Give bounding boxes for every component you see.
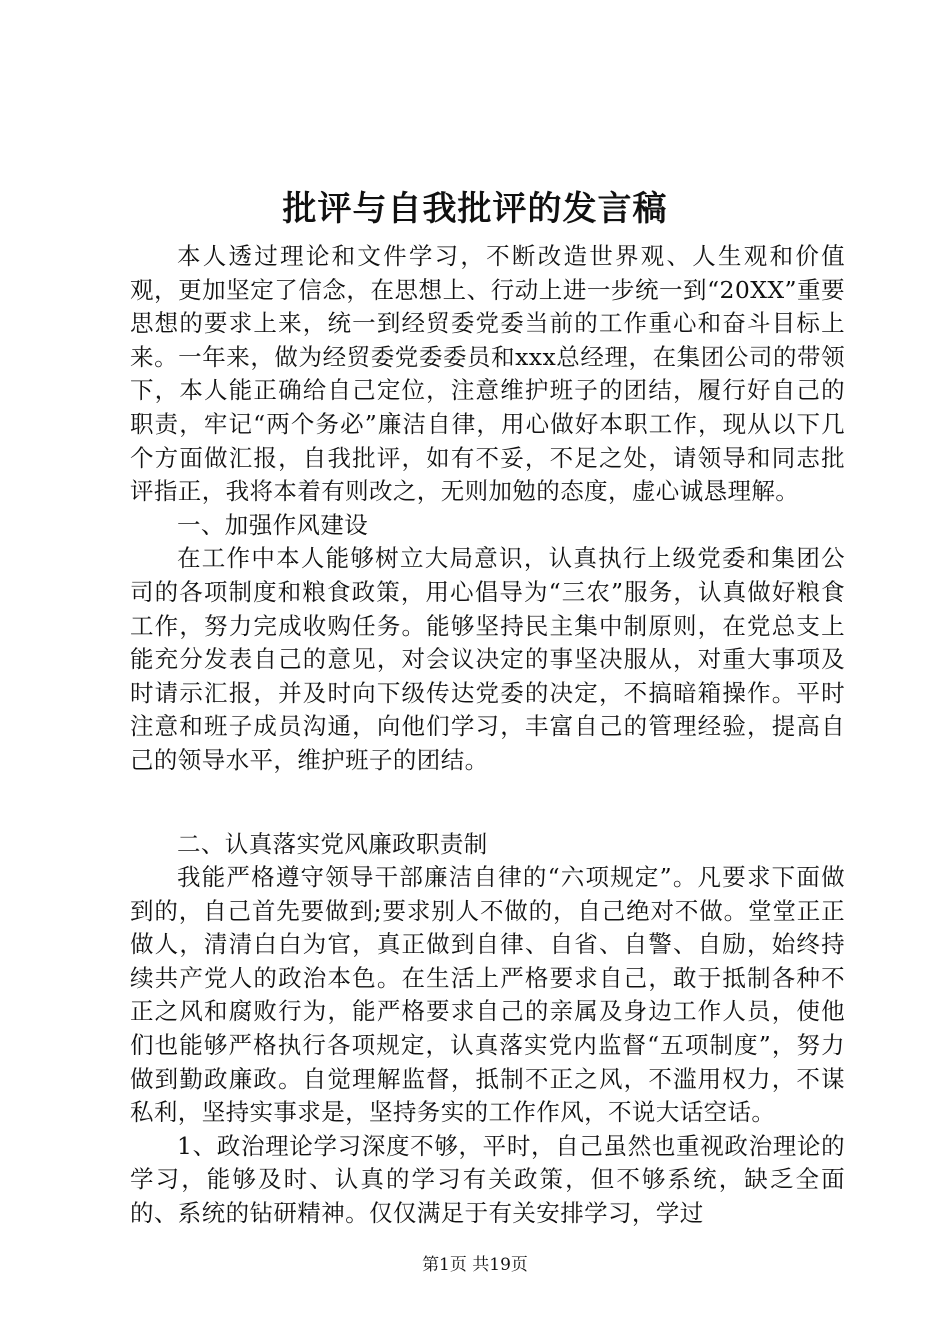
section-heading-2: 二、认真落实党风廉政职责制: [177, 829, 488, 858]
paragraph-gap: [130, 778, 845, 828]
paragraph-section-2: 我能严格遵守领导干部廉洁自律的“六项规定”。凡要求下面做到的，自己首先要做到;要求别人不做的，自己绝对不做。堂堂正正做人，清清白白为官，真正做到自律、自省、自警、自励，始终持续共产党人的政治本色。在生活上严格要求自己，敢于抵制各种不正之风和腐败行为，能严格要求自己的亲属及身边工作人员，使他们也能够严格执行各项规定，认真落实党内监督“五项制度”，努力做到勤政廉政。自觉理解监督，抵制不正之风，不滥用权力，不谋私利，坚持实事求是，坚持务实的工作作风，不说大话空话。: [130, 863, 845, 1127]
section-heading-1: 一、加强作风建设: [177, 510, 369, 539]
page-footer: 第1页 共19页: [422, 1255, 528, 1275]
document-body: [130, 240, 845, 1231]
paragraph-item-1: 1、政治理论学习深度不够，平时，自己虽然也重视政治理论的学习，能够及时、认真的学习有关政策，但不够系统，缺乏全面的、系统的钻研精神。仅仅满足于有关安排学习，学过: [130, 1131, 845, 1228]
document-title: 批评与自我批评的发言稿: [282, 189, 668, 229]
paragraph-intro: 本人透过理论和文件学习，不断改造世界观、人生观和价值观，更加坚定了信念，在思想上、行动上进一步统一到“20XX”重要思想的要求上来，统一到经贸委党委当前的工作重心和奋斗目标上来。一年来，做为经贸委党委委员和xxx总经理，在集团公司的带领下，本人能正确给自己定位，注意维护班子的团结，履行好自己的职责，牢记“两个务必”廉洁自律，用心做好本职工作，现从以下几个方面做汇报，自我批评，如有不妥，不足之处，请领导和同志批评指正，我将本着有则改之，无则加勉的态度，虚心诚恳理解。: [130, 242, 845, 506]
paragraph-section-1: 在工作中本人能够树立大局意识，认真执行上级党委和集团公司的各项制度和粮食政策，用心倡导为“三农”服务，认真做好粮食工作，努力完成收购任务。能够坚持民主集中制原则，在党总支上能充分发表自己的意见，对会议决定的事坚决服从，对重大事项及时请示汇报，并及时向下级传达党委的决定，不搞暗箱操作。平时注意和班子成员沟通，向他们学习，丰富自己的管理经验，提高自己的领导水平，维护班子的团结。: [130, 544, 845, 774]
